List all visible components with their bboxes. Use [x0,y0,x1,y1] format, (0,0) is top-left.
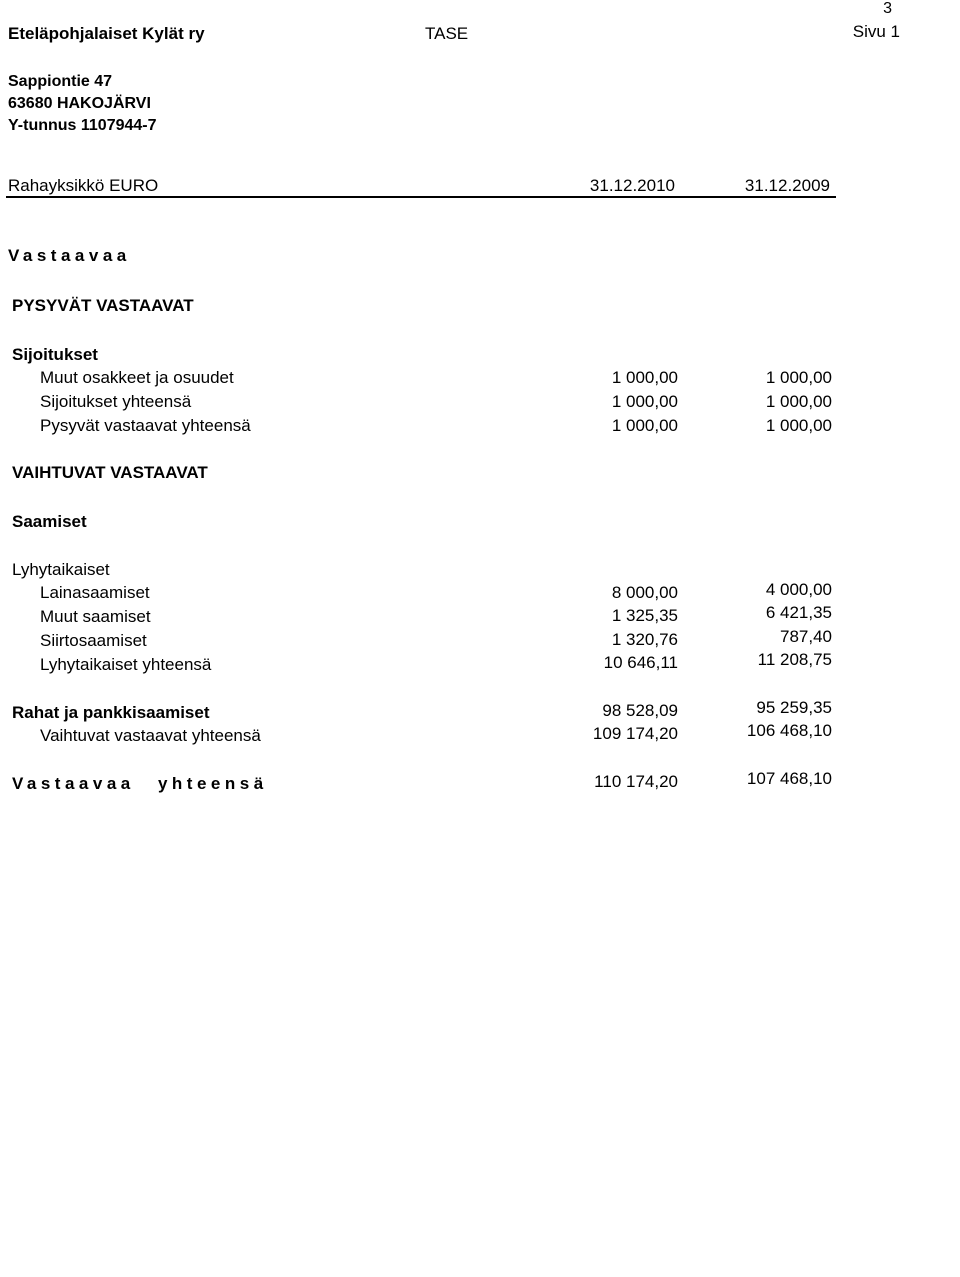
organization-name: Eteläpohjalaiset Kylät ry [8,24,205,43]
total-value-2009: 107 468,10 [746,769,832,788]
total-label: Vastaavaa yhteensä [12,774,268,793]
header-rule [6,196,836,198]
row-value-2009-rahat: 95 259,35 [756,698,832,717]
total-value-2010: 110 174,20 [594,772,678,791]
row-label-sijoitukset-yhteensa: Sijoitukset yhteensä [40,392,192,411]
page-label: Sivu 1 [852,22,900,41]
row-value-2009-siirtosaamiset: 787,40 [780,627,832,646]
group-heading-pysyvat: PYSYVÄT VASTAAVAT [12,296,194,315]
row-value-2009-muut-saamiset: 6 421,35 [765,603,832,622]
column-header-2010: 31.12.2010 [589,176,675,195]
row-value-2009-vaihtuvat-yhteensa: 106 468,10 [746,721,832,740]
currency-label: Rahayksikkö EURO [8,176,159,195]
row-value-2010-muut-osakkeet: 1 000,00 [611,368,678,387]
subgroup-heading-lyhytaikaiset: Lyhytaikaiset [12,560,110,579]
row-value-2009-pysyvat-yhteensa: 1 000,00 [765,416,832,435]
address-street: Sappiontie 47 [8,73,113,90]
row-label-muut-saamiset: Muut saamiset [40,607,151,626]
row-label-pysyvat-yhteensa: Pysyvät vastaavat yhteensä [40,416,251,435]
row-label-muut-osakkeet: Muut osakkeet ja osuudet [40,368,234,387]
row-value-2010-lainasaamiset: 8 000,00 [611,583,678,602]
row-value-2010-rahat: 98 528,09 [602,701,678,720]
row-value-2010-pysyvat-yhteensa: 1 000,00 [611,416,678,435]
row-label-siirtosaamiset: Siirtosaamiset [40,631,147,650]
group-heading-vaihtuvat: VAIHTUVAT VASTAAVAT [12,463,208,482]
column-header-2009: 31.12.2009 [744,176,830,195]
row-value-2010-siirtosaamiset: 1 320,76 [611,630,678,649]
row-value-2009-sijoitukset-yhteensa: 1 000,00 [765,392,832,411]
row-value-2010-vaihtuvat-yhteensa: 109 174,20 [592,724,678,743]
document-title: TASE [425,24,469,43]
row-label-lyhytaikaiset-yhteensa: Lyhytaikaiset yhteensä [40,655,212,674]
row-value-2010-lyhytaikaiset-yhteensa: 10 646,11 [603,653,678,672]
row-value-2010-sijoitukset-yhteensa: 1 000,00 [611,392,678,411]
business-id: Y-tunnus 1107944-7 [8,117,157,134]
row-label-rahat-ja-pankkisaamiset: Rahat ja pankkisaamiset [12,703,210,722]
page-number: 3 [883,0,892,17]
row-value-2009-muut-osakkeet: 1 000,00 [765,368,832,387]
address-postal: 63680 HAKOJÄRVI [8,95,151,112]
row-label-vaihtuvat-yhteensa: Vaihtuvat vastaavat yhteensä [40,726,261,745]
subgroup-heading-saamiset: Saamiset [12,512,87,531]
row-value-2009-lainasaamiset: 4 000,00 [765,580,832,599]
row-label-lainasaamiset: Lainasaamiset [40,583,150,602]
subgroup-heading-sijoitukset: Sijoitukset [12,345,98,364]
row-value-2009-lyhytaikaiset-yhteensa: 11 208,75 [757,650,832,669]
section-heading-vastaavaa: Vastaavaa [8,246,131,265]
row-value-2010-muut-saamiset: 1 325,35 [611,606,678,625]
